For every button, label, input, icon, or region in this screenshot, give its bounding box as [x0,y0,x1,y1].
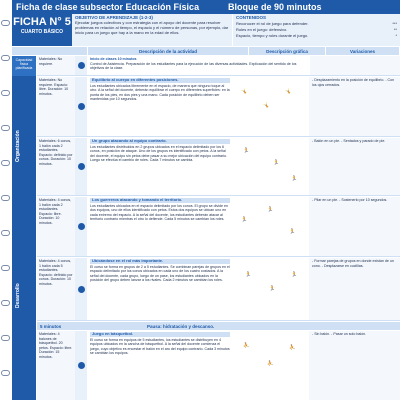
pause-time: 5 minutos [40,323,62,329]
activity-materials: Materiales: 4 conos, 1 balón cada 2 estudiantes. Espacio: libre. Duración: 10 minutos. [37,197,75,256]
activity-graphic [233,197,309,256]
info-block [12,14,400,46]
activity-title: Un grupo atacando al equipo contrario. [90,139,230,144]
activity-icon [78,362,85,369]
col-materials [12,47,87,55]
ring-icon [1,195,10,201]
content-level: *** [392,21,397,26]
ficha-course: CUARTO BÁSICO [20,29,64,35]
activity-title: Los guerreros atacando y tomando el territorio. [90,198,230,203]
activity-description [87,138,233,195]
ficha-badge [12,14,72,46]
activity-text: El curso se forma en grupos de 2 a 5 estudiantes. Se combinan parejas de grupos en el espacio delimitado por los conos ubicados en cada uno de los cuatro costados. A la señal del docente, cada grupo, luego de un pase, los estudiantes ubicados en la posición del grupo deben lanzar a los rivales. Cada 2 minutos se cambian los roles. [90,264,230,283]
col-graphic: Descripción gráfica [249,47,325,55]
ficha-number: FICHA N° 5 [13,16,71,28]
ring-icon [1,20,10,26]
activity-graphic [233,138,309,195]
figure-icon: 🏃 [291,272,298,278]
ring-icon [1,230,10,236]
figure-icon: 🏃 [245,272,252,278]
ring-icon [1,125,10,131]
ring-icon [1,370,10,376]
activity-row [37,331,400,400]
activity-icon [78,286,85,293]
activity-icon-cell [75,258,87,320]
activity-text: El curso se forma en equipos de 5 estudiantes, los estudiantes se distribuyen en 4 equipos ubicados en la cancha de básquetbol. A la señal del docente comienza el juego, cuyo objetivo es encestar el balón en el aro del equipo contrario. Cada 3 minutos se cambian los equipos. [90,337,230,356]
column-headers [12,47,400,55]
figure-icon: ⛹ [289,345,296,351]
ring-icon [1,90,10,96]
activity-icon [78,163,85,170]
band-label-desarrollo: Desarrollo [15,283,21,309]
objectives [72,14,232,46]
band-caption: Capacidad física planificada [12,56,36,76]
figure-icon: 🏃 [273,160,280,166]
content-row [236,33,397,39]
figure-icon: 🏃 [289,229,296,235]
activity-materials: Materiales: 4 balones de básquetbol. 20 petos. Espacio: libre. Duración: 15 minutos. [37,331,75,400]
figure-icon: ⛹ [243,343,250,349]
activity-icon-cell [75,197,87,256]
figure-icon: 🏃 [267,207,274,213]
activity-materials: Materiales: No requiere. Espacio: libre. Duración: 10 minutos. [37,77,75,136]
figure-icon: ⛹ [267,361,274,367]
activity-icon [78,223,85,230]
activity-text: Los estudiantes ubicados en el espacio delimitado por los conos. El grupo se divide en dos equipos, uno de ellos identificado con petos. Estos dos equipos se ubican uno en cada extremo del espacio. A la señal del docente, los estudiantes deberán atacar al territorio contrario mientras el otro lo defiende. Cada 5 minutos se cambian los roles. [90,203,229,222]
figure-icon: 🤸 [263,103,270,109]
activity-variations: - Balón en un pie. - Sentados y parado de pie. [309,138,400,195]
binder-rings [0,0,12,400]
contents [232,14,400,46]
activity-icon-cell [75,138,87,195]
activity-row [37,138,400,196]
intro-text [87,56,310,75]
activity-variations: - Sin balón. - Pasar un solo balón. [309,331,400,400]
activity-row [37,77,400,137]
figure-icon: 🏃 [241,217,248,223]
activity-text: Los estudiantes distribuidos en 2 grupos ubicados en el espacio delimitado por los 6 conos, en posición de ataque. Uno de los grupos es identificado con petos. A la señal del docente, el equipo sin petos debe pasar a su mejor ubicación del equipo contrario. Luego se efectúa el cambio de roles. Cada 7 minutos se cambia. [90,144,228,163]
activity-description [87,258,233,320]
activity-materials: Materiales: 6 conos, 1 balón cada 2 estudiantes. Espacio: definido por conos. Duración: 10 minutos. [37,138,75,195]
ring-icon [1,300,10,306]
ring-icon [1,160,10,166]
activity-description [87,197,233,256]
intro-variations [310,56,400,75]
page-duration: Bloque de 90 minutos [228,2,322,12]
activity-title: Ubicándose en el rol más importante. [90,259,230,264]
clock-icon [78,62,85,69]
left-band [12,56,36,400]
activity-icon-cell [75,331,87,400]
intro-row [37,56,400,76]
ring-icon [1,265,10,271]
band-label-organizacion: Organización [15,130,21,162]
content-level: ** [393,27,397,32]
pause-text: Pausa: hidratación y descanso. [147,323,215,329]
objectives-text: Ejecutar juegos colectivos y con estrategia con el apoyo del docente para resolver problemas en relación al tiempo, el espacio y el número de personas, por ejemplo, dar inicio para un juego que hay a la mano en la edad de ellos. [75,20,229,35]
page-header [12,0,400,14]
contents-label: CONTENIDOS [236,15,267,20]
figure-icon: 🏃 [243,148,250,154]
col-variations: Variaciones [326,47,399,55]
activity-row [37,258,400,321]
content-text: Espacio, tiempo y roles durante el juego. [236,33,309,38]
intro-description: Control de Asistencia. Preparación de los estudiantes para la ejecución de las diversas actividades. Explicación del sentido de los objetivos de la clase. [90,61,297,71]
intro-icon-cell [75,56,87,75]
figure-icon: 🏃 [291,176,298,182]
col-activity: Descripción de la actividad [88,47,248,55]
figure-icon: 🤸 [285,89,292,95]
activity-materials: Materiales: 4 conos, 1 balón cada 5 estudiantes. Espacio: definido por conos. Duración: 10 minutos. [37,258,75,320]
activity-title: Equilibrio al cuerpo en diferentes posiciones. [90,78,230,83]
activity-variations: - Pilar en un pie. - Sostenerlo por 10 segundos. [309,197,400,256]
intro-materials: Materiales: No requiere. [37,56,75,75]
content-text: Roles en el juego: defensivo. [236,27,288,32]
content-text: Reconocer el rol de juego para defender. [236,21,309,26]
activity-graphic [233,77,309,136]
activity-icon [78,103,85,110]
ring-icon [1,55,10,61]
activity-description [87,77,233,136]
figure-icon: 🤸 [241,89,248,95]
activity-variations: - Desplazamiento en la posición de equilibrio. - Con los ojos cerrados. [309,77,400,136]
activity-description [87,331,233,400]
activity-variations: - Formar parejas de grupos en donde existan de un cono. - Desplazarse en cuclillas. [309,258,400,320]
page-title: Ficha de clase subsector Educación Física [16,2,200,12]
activity-title: Juego en básquetbol. [90,332,230,337]
activity-icon-cell [75,77,87,136]
pause-row [37,322,400,330]
objectives-label: OBJETIVO DE APRENDIZAJE (1-2-3) [75,15,153,20]
intro-time: Inicio de clases 10 minutos [90,57,137,61]
activity-graphic [233,258,309,320]
ring-icon [1,335,10,341]
content-level: * [395,33,397,38]
activity-row [37,197,400,257]
figure-icon: 🏃 [269,286,276,292]
activity-graphic [233,331,309,400]
activity-text: Los estudiantes ubicados libremente en el espacio, de manera que ninguno toque al otro. A la señal del docente, deberán equilibrar el cuerpo en diferentes superficies: en la punta de los pies, en dos pies y una mano. Cada posición de equilibrio deben ser mantenidas por 10 segundos. [90,83,230,102]
